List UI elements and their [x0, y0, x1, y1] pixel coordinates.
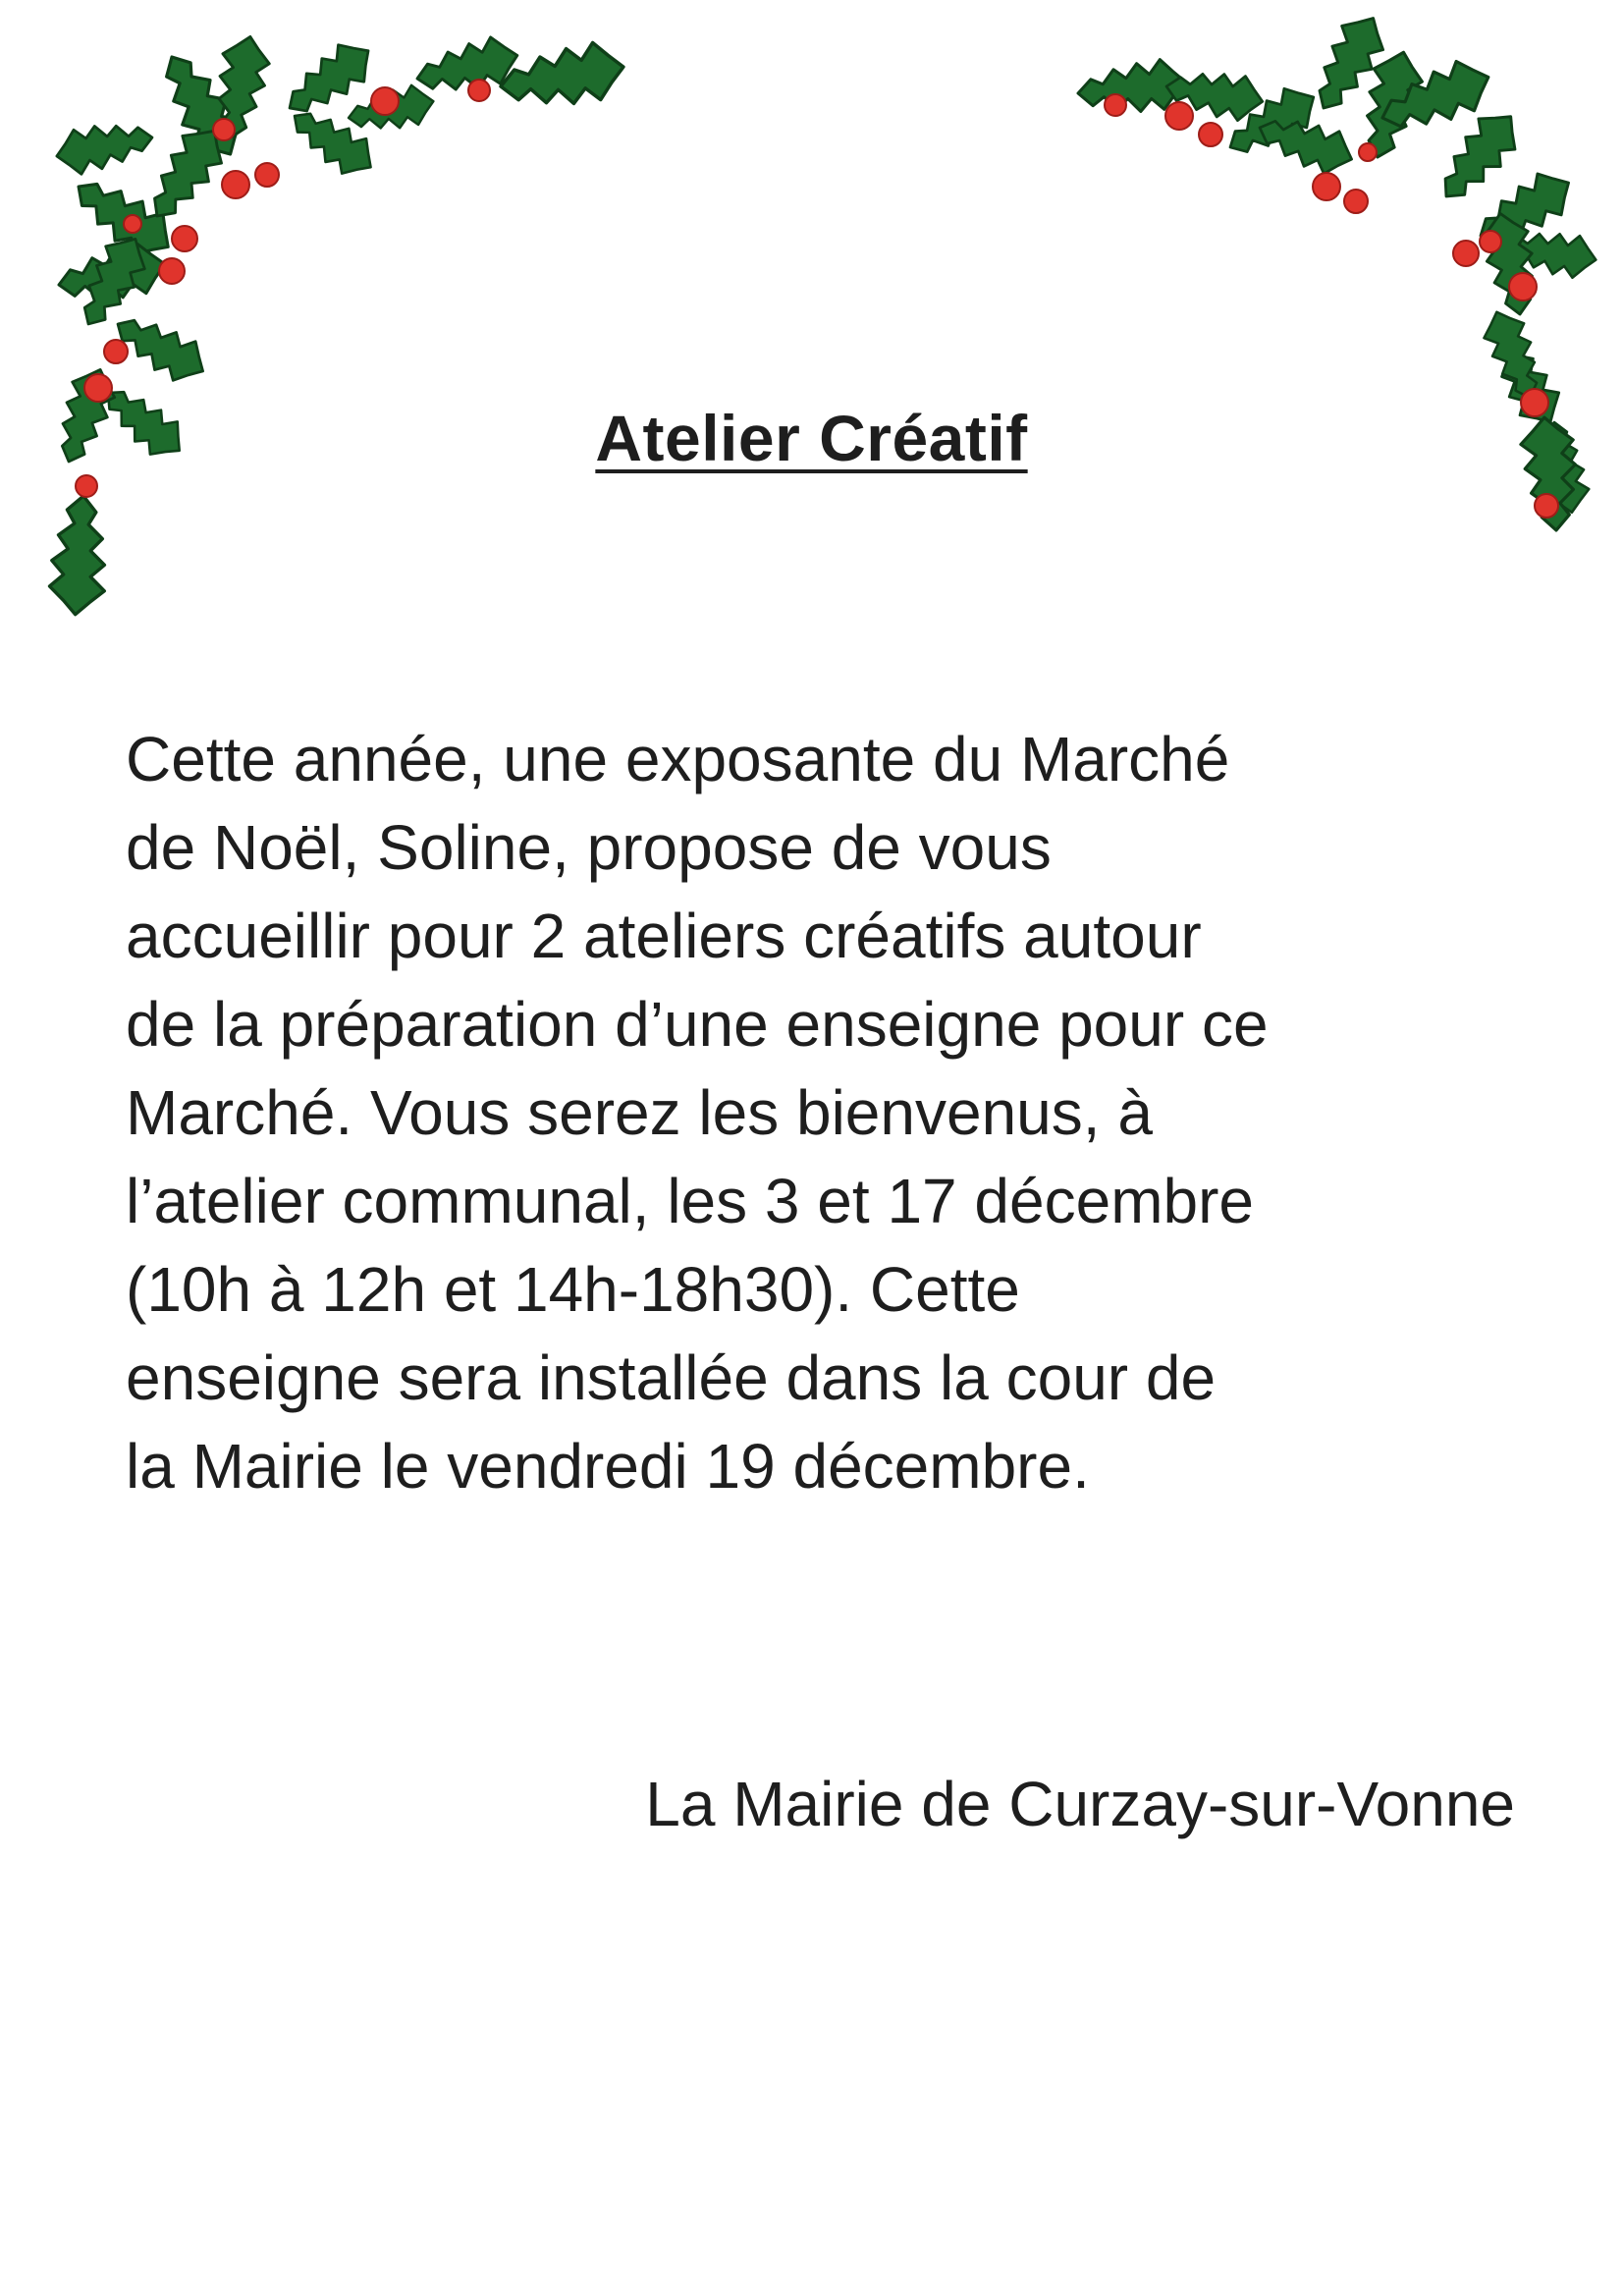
page-title: [0, 401, 1623, 475]
body-line: de la préparation d’une enseigne pour ce: [126, 989, 1269, 1060]
body-line: l’atelier communal, les 3 et 17 décembre: [126, 1166, 1254, 1236]
body-line: Cette année, une exposante du Marché: [126, 724, 1230, 794]
body-line: enseigne sera installée dans la cour de: [126, 1342, 1217, 1413]
signature: La Mairie de Curzay-sur-Vonne: [645, 1769, 1515, 1839]
body-line: de Noël, Soline, propose de vous: [126, 812, 1052, 883]
body-line: (10h à 12h et 14h-18h30). Cette: [126, 1254, 1020, 1325]
title-text: Atelier Créatif: [595, 402, 1028, 474]
announcement-body: [126, 715, 1269, 1510]
body-line: Marché. Vous serez les bienvenus, à: [126, 1077, 1153, 1148]
body-line: la Mairie le vendredi 19 décembre.: [126, 1431, 1090, 1502]
holly-garland-right-icon: [936, 0, 1623, 668]
holly-garland-left-icon: [0, 0, 687, 668]
body-line: accueillir pour 2 ateliers créatifs autour: [126, 901, 1202, 971]
